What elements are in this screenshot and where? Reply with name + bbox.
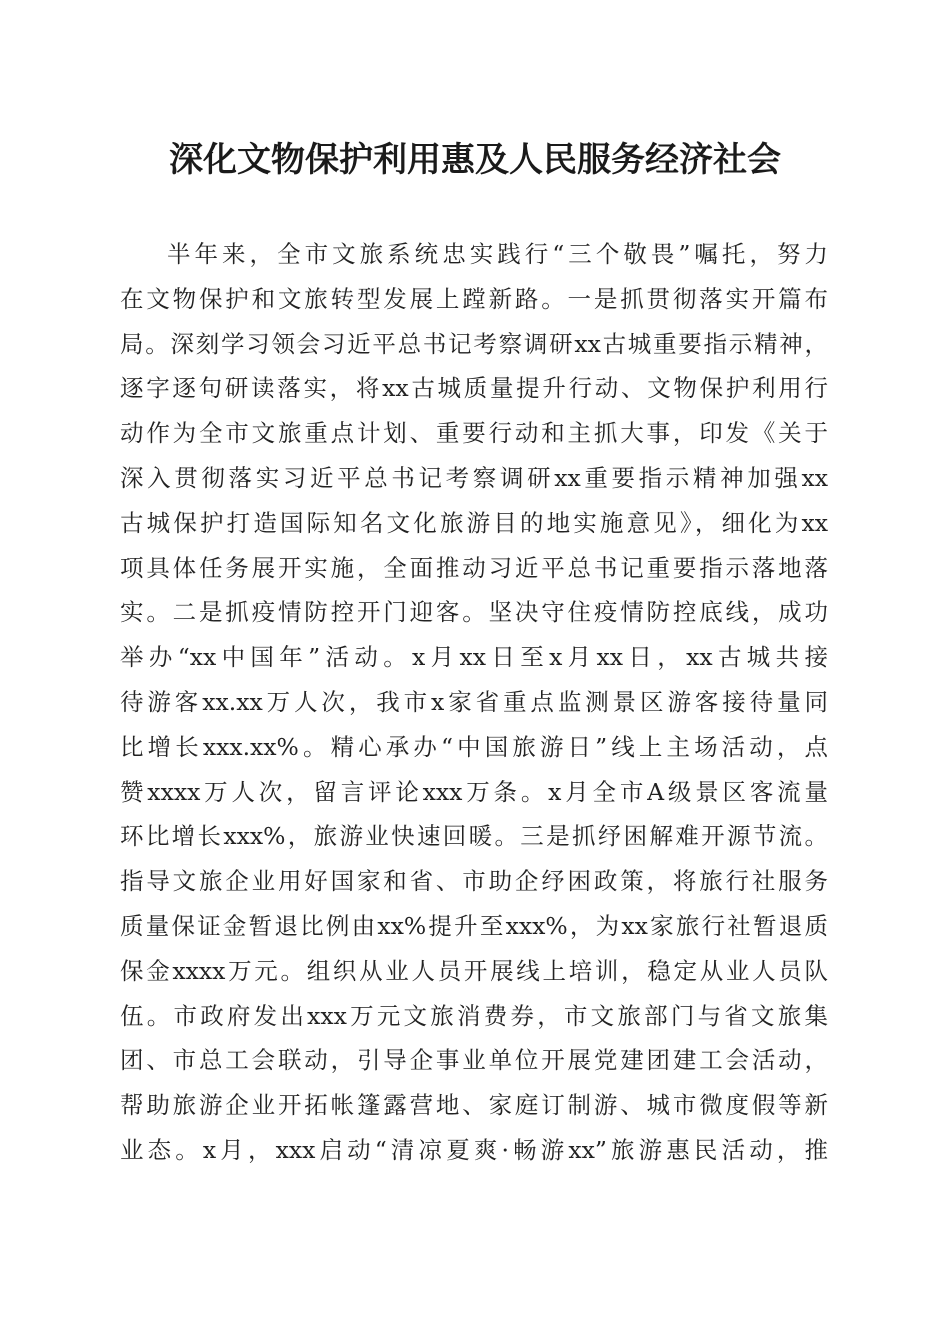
body-line: 环比增长xxx%，旅游业快速回暖。三是抓纾困解难开源节流。 — [120, 822, 828, 851]
body-line: 逐字逐句研读落实，将xx古城质量提升行动、文物保护利用行 — [120, 374, 828, 403]
body-line: 项具体任务展开实施，全面推动习近平总书记重要指示落地落 — [120, 553, 828, 582]
body-line: 局。深刻学习领会习近平总书记考察调研xx古城重要指示精神， — [120, 329, 828, 358]
document-title: 深化文物保护利用惠及人民服务经济社会 — [169, 140, 781, 180]
body-line: 待游客xx.xx万人次，我市x家省重点监测景区游客接待量同 — [120, 687, 828, 716]
body-line: 质量保证金暂退比例由xx%提升至xxx%，为xx家旅行社暂退质 — [120, 911, 828, 940]
body-line: 举办“xx中国年”活动。x月xx日至x月xx日，xx古城共接 — [120, 643, 828, 672]
body-line: 深入贯彻落实习近平总书记考察调研xx重要指示精神加强xx — [120, 463, 828, 492]
body-line: 实。二是抓疫情防控开门迎客。坚决守住疫情防控底线，成功 — [120, 598, 828, 627]
body-line: 比增长xxx.xx%。精心承办“中国旅游日”线上主场活动，点 — [120, 732, 828, 761]
body-line: 指导文旅企业用好国家和省、市助企纾困政策，将旅行社服务 — [120, 867, 828, 896]
body-line: 帮助旅游企业开拓帐篷露营地、家庭订制游、城市微度假等新 — [120, 1091, 828, 1120]
body-line: 古城保护打造国际知名文化旅游目的地实施意见》，细化为xx — [120, 508, 828, 537]
body-line: 伍。市政府发出xxx万元文旅消费券，市文旅部门与省文旅集 — [120, 1001, 828, 1030]
body-line: 在文物保护和文旅转型发展上蹚新路。一是抓贯彻落实开篇布 — [120, 284, 828, 313]
document-body — [120, 232, 828, 1173]
body-line: 团、市总工会联动，引导企事业单位开展党建团建工会活动， — [120, 1046, 828, 1075]
body-line: 半年来，全市文旅系统忠实践行“三个敬畏”嘱托，努力 — [167, 240, 828, 268]
body-line: 保金xxxx万元。组织从业人员开展线上培训，稳定从业人员队 — [120, 956, 828, 985]
body-line: 赞xxxx万人次，留言评论xxx万条。x月全市A级景区客流量 — [120, 777, 828, 806]
body-line: 动作为全市文旅重点计划、重要行动和主抓大事，印发《关于 — [120, 419, 828, 448]
body-line: 业态。x月，xxx启动“清凉夏爽·畅游xx”旅游惠民活动，推 — [120, 1135, 828, 1164]
